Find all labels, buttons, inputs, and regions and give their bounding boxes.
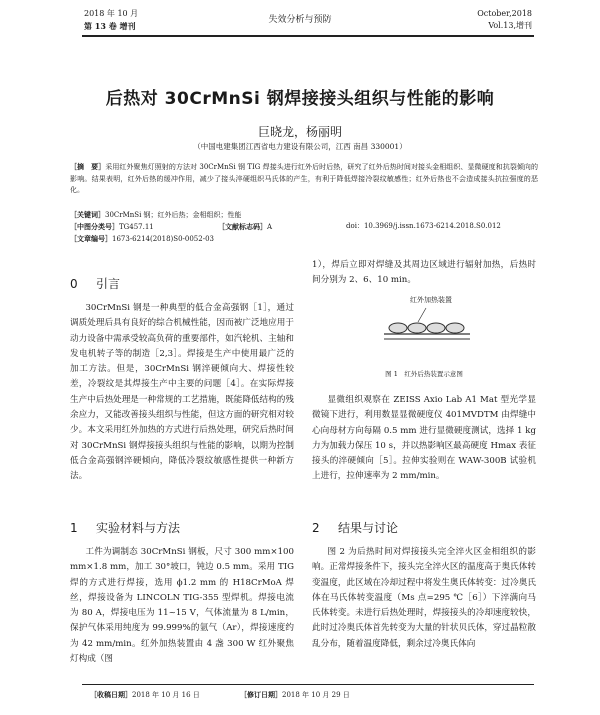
- doi-value: 10.3969/j.issn.1673-6214.2018.S0.012: [363, 222, 501, 230]
- received-date: [90, 690, 200, 700]
- header-journal-name: 失效分析与预防: [268, 15, 332, 25]
- document-code: [218, 221, 272, 233]
- doc-code-label: ［文献标志码］: [218, 222, 267, 231]
- header-volume-cn: 第 13 卷 增刊: [84, 21, 136, 31]
- header-date-en: October,2018: [477, 9, 532, 18]
- abstract-text: 采用红外聚焦灯照射的方法对 30CrMnSi 钢 TIG 焊接头进行红外后时后热，研究了红外后热时间对接头金相组织、显微硬度和抗裂倾向的影响。结果表明，红外后热的缓冲作用，减少了接头淬硬组织马氏体的产生，有利于降低焊接冷裂纹敏感性；红外后热也不会造成接头抗拉强度的恶化。: [70, 163, 538, 194]
- figure-1-caption: 图 1 红外后热装置示意图: [385, 370, 463, 378]
- doc-code-value: A: [267, 223, 273, 231]
- paper-title: 后热对 30CrMnSi 钢焊接接头组织与性能的影响: [105, 89, 495, 109]
- article-number-label: ［文章编号］: [70, 234, 112, 243]
- received-label: ［收稿日期］: [90, 690, 132, 699]
- footer-rule: [82, 684, 534, 685]
- right-top-paragraph: 1），焊后立即对焊缝及其周边区域进行辐射加热，后热时间分别为 2、6、10 min。: [312, 260, 536, 286]
- figure-1: [330, 292, 520, 352]
- right-top-body: [312, 258, 536, 289]
- right-mid-body: [312, 393, 536, 485]
- received-value: 2018 年 10 月 16 日: [132, 691, 200, 699]
- section-0-heading: [70, 275, 120, 292]
- methods-body: [70, 545, 294, 667]
- section-1-heading: [70, 519, 180, 536]
- intro-paragraph: 30CrMnSi 钢是一种典型的低合金高强钢［1］，通过调质处理后具有良好的综合机械性能，因而被广泛地应用于动力设备中需承受较高负荷的重要部件，如汽轮机、主轴和发电机转子等的制造［2,3］。焊接是生产中使用最广泛的加工方法。但是，30CrMnSi 钢淬硬倾向大、焊接性较差，冷裂纹是其焊接生产中主要的问题［4］。在实际焊接生产中后热处理是一种常规的工艺措施，既能降低结构的残余应力，又能改善接头组织与性能，但这方面的研究相对较少。本文采用红外加热的方式进行后热处理，研究后热时间对 30CrMnSi 钢焊接接头组织与性能的影响，以期为控制低合金高强钢淬硬倾向，降低冷裂纹敏感性提供一种新方法。: [70, 303, 294, 482]
- leader-line: [418, 308, 426, 322]
- header-rule: [82, 35, 534, 37]
- section-1-title: 实验材料与方法: [96, 521, 181, 535]
- clc-value: TG457.11: [119, 223, 154, 231]
- abstract-label: ［摘 要］: [70, 162, 106, 171]
- right-mid-paragraph: 显微组织观察在 ZEISS Axio Lab A1 Mat 型光学显微镜下进行，利用数显显微硬度仪 401MVDTM 由焊缝中心向母材方向每隔 0.5 mm 进行显微硬度测试，选择 1 kg 力为加载力保压 10 s，并以热影响区最高硬度 Hmax 表征接头的淬硬倾向［5］。拉伸实验则在 WAW-300B 试验机上进行，拉伸速率为 2 mm/min。: [312, 395, 536, 482]
- doi-label: doi：: [346, 222, 364, 230]
- results-paragraph: 图 2 为后热时间对焊接接头完全淬火区金相组织的影响。正常焊接条件下，接头完全淬火区的温度高于奥氏体转变温度，此区域在冷却过程中将发生奥氏体转变：过冷奥氏体在马氏体转变温度（Ms 点=295 ℃［6］）下淬满向马氏体转变。未进行后热处理时，焊接接头的冷却速度较快，此时过冷奥氏体首先转变为大量的针状贝氏体，穿过晶粒散乱分布，随着温度降低，剩余过冷奥氏体向: [312, 547, 536, 649]
- affiliation: （中国电建集团江西省电力建设有限公司，江西 南昌 330001）: [193, 142, 407, 151]
- lamp-4: [446, 323, 464, 333]
- article-number: [70, 233, 214, 245]
- section-2-number: 2: [312, 521, 320, 535]
- authors: 巨晓龙，杨丽明: [257, 125, 342, 139]
- header-volume-en: Vol.13,增刊: [488, 21, 532, 30]
- section-0-title: 引言: [96, 277, 121, 291]
- doi: [346, 221, 501, 232]
- revised-date: [240, 690, 350, 700]
- lamp-3: [427, 323, 445, 333]
- intro-body: [70, 301, 294, 485]
- article-number-value: 1673-6214(2018)S0-0052-03: [112, 235, 214, 243]
- lamp-1: [389, 323, 407, 333]
- classification-line: [70, 221, 154, 233]
- figure-1-device-label: 红外加热装置: [410, 296, 452, 304]
- section-2-title: 结果与讨论: [338, 521, 399, 535]
- results-body: [312, 545, 536, 652]
- revised-label: ［修订日期］: [240, 690, 282, 699]
- keywords: [70, 209, 242, 221]
- clc-label: ［中图分类号］: [70, 222, 119, 231]
- methods-paragraph: 工件为调制态 30CrMnSi 钢板，尺寸 300 mm×100 mm×1.8 mm，加工 30°坡口，钝边 0.5 mm。采用 TIG 焊的方式进行焊接，选用 ϕ1.2 mm 的 H18CrMoA 焊丝，焊接设备为 LINCOLN TIG-355 型焊机。焊接电流为 80 A，焊接电压为 11~15 V，气体流量为 8 L/min，保护气体采用纯度为 99.999%的氩气（Ar），焊接速度约为 42 mm/min。红外加热装置由 4 盏 300 W 红外聚焦灯构成（图: [70, 547, 294, 665]
- keywords-label: ［关键词］: [70, 210, 105, 219]
- section-1-number: 1: [70, 521, 78, 535]
- revised-value: 2018 年 10 月 29 日: [282, 691, 350, 699]
- keywords-text: 30CrMnSi 钢；红外后热；金相组织；性能: [105, 211, 242, 219]
- section-2-heading: [312, 519, 398, 536]
- abstract: [70, 161, 538, 197]
- lamp-2: [408, 323, 426, 333]
- header-date-cn: 2018 年 10 月: [84, 9, 139, 18]
- section-0-number: 0: [70, 277, 78, 291]
